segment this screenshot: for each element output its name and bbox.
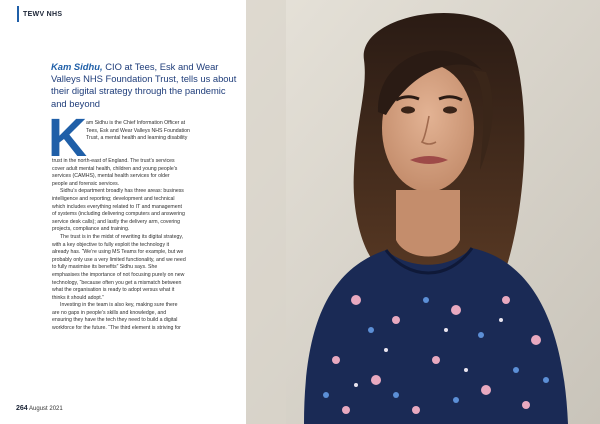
issue-date: August 2021 <box>29 406 63 412</box>
standfirst <box>51 61 239 110</box>
article-body <box>52 158 186 333</box>
left-eye <box>401 106 415 113</box>
drop-cap: K <box>48 108 87 168</box>
article-paragraph: Sidhu’s department broadly has three areas: business intelligence and reporting; development and technical which includes everything related to IT and management of systems (including delivering computers and answering service desk calls); and lastly the delivery arm, covering projects, compliance and training. <box>52 188 185 233</box>
right-eye <box>443 106 457 113</box>
article-paragraph: trust in the north-east of England. The trust’s services cover adult mental health, children and young people’s services (CAMHS), mental health services for older people and forensic services. <box>52 158 178 187</box>
section-label: TEWV NHS <box>23 11 63 18</box>
page-footer <box>16 405 63 412</box>
section-marker <box>17 6 19 22</box>
article-paragraph: The trust is in the midst of rewriting its digital strategy, with a key objective to fully exploit the technology it already has. “We’re using MS Teams for example, but we probably only use a very limited functionality, and we need to fully maximise its benefits” Sidhu says. She emphasises the importance of not focusing purely on new technology, “because often you get a mismatch between what the organisation is ready to adopt versus what it thinks it should adopt.” <box>52 233 186 301</box>
article-page <box>0 0 246 424</box>
article-paragraph: Investing in the team is also key, making sure there are no gaps in people’s skills and knowledge, and ensuring they have the tech they need to build a digital workforce for the future. “The third element is striving for <box>52 302 181 332</box>
standfirst-name: Kam Sidhu, <box>51 61 103 72</box>
portrait-illustration <box>246 0 600 424</box>
portrait-photo <box>246 0 600 424</box>
neck <box>396 190 460 257</box>
article-lead: am Sidhu is the Chief Information Officer at Tees, Esk and Wear Valleys NHS Foundation Trust, a mental health and learning disability <box>86 120 190 142</box>
standfirst-text: CIO at Tees, Esk and Wear Valleys NHS Foundation Trust, tells us about their digital strategy through the pandemic and beyond <box>51 61 237 109</box>
page-number: 264 <box>16 405 28 412</box>
